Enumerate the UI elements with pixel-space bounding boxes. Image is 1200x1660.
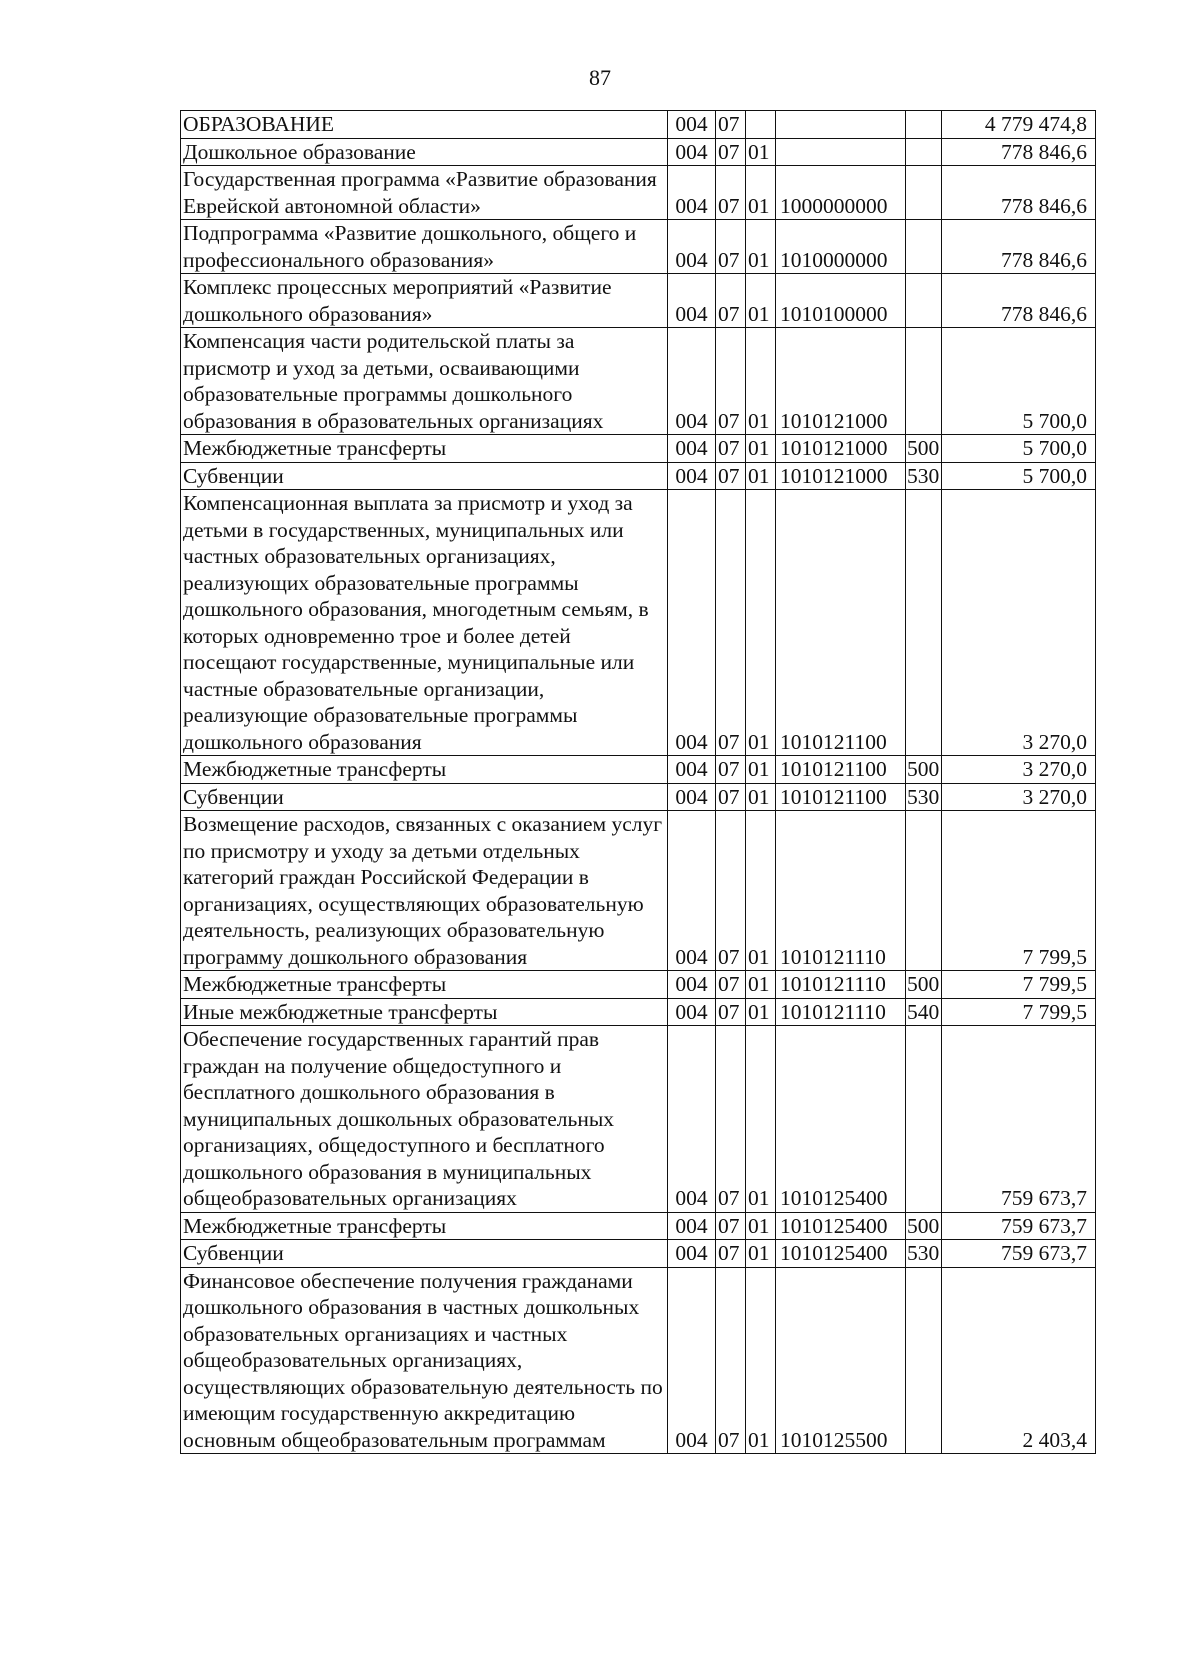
row-target-article-cell <box>776 111 906 139</box>
row-subsection-cell: 01 <box>746 811 776 971</box>
row-target-article-cell: 1010121110 <box>776 998 906 1026</box>
row-amount-cell: 3 270,0 <box>942 756 1096 784</box>
row-name-cell: ОБРАЗОВАНИЕ <box>181 111 668 139</box>
row-name-cell: Финансовое обеспечение получения гражданами дошкольного образования в частных дошкольных образовательных организациях и частных общеобразовательных организациях, осуществляющих образовательную деятельность по имеющим государственную аккредитацию основным общеобразовательным программам <box>181 1267 668 1454</box>
row-expense-type-cell: 500 <box>906 1212 942 1240</box>
table-row <box>181 783 1096 811</box>
row-amount-cell: 7 799,5 <box>942 998 1096 1026</box>
row-section-cell: 07 <box>716 435 746 463</box>
table-row <box>181 998 1096 1026</box>
row-subsection-cell: 01 <box>746 756 776 784</box>
table-row <box>181 328 1096 435</box>
row-amount-cell: 7 799,5 <box>942 971 1096 999</box>
row-amount-cell: 3 270,0 <box>942 783 1096 811</box>
row-target-article-cell: 1010121000 <box>776 435 906 463</box>
budget-table-body <box>181 111 1096 1454</box>
row-code-cell: 004 <box>668 1240 716 1268</box>
row-section-cell: 07 <box>716 274 746 328</box>
row-target-article-cell: 1010125400 <box>776 1240 906 1268</box>
table-row <box>181 166 1096 220</box>
row-target-article-cell <box>776 138 906 166</box>
row-section-cell: 07 <box>716 1267 746 1454</box>
row-section-cell: 07 <box>716 1240 746 1268</box>
row-code-cell: 004 <box>668 1212 716 1240</box>
row-expense-type-cell: 540 <box>906 998 942 1026</box>
row-subsection-cell: 01 <box>746 1212 776 1240</box>
row-amount-cell: 759 673,7 <box>942 1240 1096 1268</box>
row-expense-type-cell <box>906 328 942 435</box>
row-subsection-cell <box>746 111 776 139</box>
table-row <box>181 1212 1096 1240</box>
row-amount-cell: 5 700,0 <box>942 462 1096 490</box>
row-target-article-cell: 1000000000 <box>776 166 906 220</box>
row-section-cell: 07 <box>716 490 746 756</box>
row-section-cell: 07 <box>716 756 746 784</box>
row-code-cell: 004 <box>668 274 716 328</box>
row-amount-cell: 778 846,6 <box>942 274 1096 328</box>
row-section-cell: 07 <box>716 811 746 971</box>
row-target-article-cell: 1010121100 <box>776 490 906 756</box>
row-name-cell: Государственная программа «Развитие образования Еврейской автономной области» <box>181 166 668 220</box>
table-row <box>181 1026 1096 1213</box>
row-section-cell: 07 <box>716 328 746 435</box>
row-expense-type-cell: 500 <box>906 435 942 463</box>
row-target-article-cell: 1010121110 <box>776 971 906 999</box>
budget-table <box>180 110 1096 1454</box>
page-number: 87 <box>589 65 611 90</box>
table-row <box>181 435 1096 463</box>
row-amount-cell: 759 673,7 <box>942 1026 1096 1213</box>
row-name-cell: Дошкольное образование <box>181 138 668 166</box>
table-row <box>181 111 1096 139</box>
row-code-cell: 004 <box>668 1026 716 1213</box>
row-expense-type-cell <box>906 1026 942 1213</box>
row-expense-type-cell: 530 <box>906 783 942 811</box>
row-amount-cell: 778 846,6 <box>942 138 1096 166</box>
row-section-cell: 07 <box>716 971 746 999</box>
row-code-cell: 004 <box>668 998 716 1026</box>
row-amount-cell: 7 799,5 <box>942 811 1096 971</box>
row-name-cell: Компенсация части родительской платы за присмотр и уход за детьми, осваивающими образовательные программы дошкольного образования в образовательных организациях <box>181 328 668 435</box>
row-subsection-cell: 01 <box>746 490 776 756</box>
row-target-article-cell: 1010121110 <box>776 811 906 971</box>
row-name-cell: Межбюджетные трансферты <box>181 435 668 463</box>
row-code-cell: 004 <box>668 166 716 220</box>
row-code-cell: 004 <box>668 328 716 435</box>
row-target-article-cell: 1010121100 <box>776 783 906 811</box>
row-section-cell: 07 <box>716 1026 746 1213</box>
row-subsection-cell: 01 <box>746 462 776 490</box>
table-row <box>181 811 1096 971</box>
row-code-cell: 004 <box>668 111 716 139</box>
row-expense-type-cell <box>906 274 942 328</box>
table-row <box>181 220 1096 274</box>
row-subsection-cell: 01 <box>746 1026 776 1213</box>
row-section-cell: 07 <box>716 138 746 166</box>
row-code-cell: 004 <box>668 490 716 756</box>
row-subsection-cell: 01 <box>746 274 776 328</box>
row-amount-cell: 3 270,0 <box>942 490 1096 756</box>
table-row <box>181 1267 1096 1454</box>
row-code-cell: 004 <box>668 462 716 490</box>
row-name-cell: Субвенции <box>181 462 668 490</box>
row-code-cell: 004 <box>668 756 716 784</box>
row-expense-type-cell <box>906 166 942 220</box>
row-expense-type-cell <box>906 138 942 166</box>
row-name-cell: Межбюджетные трансферты <box>181 756 668 784</box>
row-target-article-cell: 1010000000 <box>776 220 906 274</box>
row-subsection-cell: 01 <box>746 998 776 1026</box>
table-row <box>181 1240 1096 1268</box>
row-code-cell: 004 <box>668 1267 716 1454</box>
row-expense-type-cell: 530 <box>906 462 942 490</box>
row-subsection-cell: 01 <box>746 138 776 166</box>
row-target-article-cell: 1010125500 <box>776 1267 906 1454</box>
row-code-cell: 004 <box>668 435 716 463</box>
row-subsection-cell: 01 <box>746 971 776 999</box>
row-expense-type-cell: 500 <box>906 971 942 999</box>
row-amount-cell: 5 700,0 <box>942 328 1096 435</box>
row-name-cell: Подпрограмма «Развитие дошкольного, общего и профессионального образования» <box>181 220 668 274</box>
row-subsection-cell: 01 <box>746 328 776 435</box>
row-name-cell: Межбюджетные трансферты <box>181 1212 668 1240</box>
table-row <box>181 490 1096 756</box>
row-subsection-cell: 01 <box>746 435 776 463</box>
row-expense-type-cell <box>906 111 942 139</box>
table-row <box>181 138 1096 166</box>
row-target-article-cell: 1010125400 <box>776 1026 906 1213</box>
row-subsection-cell: 01 <box>746 1240 776 1268</box>
row-name-cell: Иные межбюджетные трансферты <box>181 998 668 1026</box>
row-amount-cell: 2 403,4 <box>942 1267 1096 1454</box>
row-name-cell: Межбюджетные трансферты <box>181 971 668 999</box>
row-subsection-cell: 01 <box>746 166 776 220</box>
row-section-cell: 07 <box>716 111 746 139</box>
row-expense-type-cell <box>906 490 942 756</box>
row-name-cell: Обеспечение государственных гарантий прав граждан на получение общедоступного и бесплатного дошкольного образования в муниципальных дошкольных образовательных организациях, общедоступного и бесплатного дошкольного образования в муниципальных общеобразовательных организациях <box>181 1026 668 1213</box>
row-section-cell: 07 <box>716 166 746 220</box>
row-code-cell: 004 <box>668 811 716 971</box>
row-expense-type-cell: 530 <box>906 1240 942 1268</box>
row-code-cell: 004 <box>668 138 716 166</box>
row-section-cell: 07 <box>716 462 746 490</box>
row-target-article-cell: 1010125400 <box>776 1212 906 1240</box>
table-row <box>181 756 1096 784</box>
row-section-cell: 07 <box>716 220 746 274</box>
row-amount-cell: 778 846,6 <box>942 166 1096 220</box>
table-row <box>181 971 1096 999</box>
row-target-article-cell: 1010121000 <box>776 328 906 435</box>
row-subsection-cell: 01 <box>746 783 776 811</box>
row-amount-cell: 759 673,7 <box>942 1212 1096 1240</box>
row-section-cell: 07 <box>716 783 746 811</box>
row-target-article-cell: 1010121000 <box>776 462 906 490</box>
row-expense-type-cell <box>906 811 942 971</box>
row-name-cell: Субвенции <box>181 1240 668 1268</box>
row-name-cell: Возмещение расходов, связанных с оказанием услуг по присмотру и уходу за детьми отдельных категорий граждан Российской Федерации в организациях, осуществляющих образовательную деятельность, реализующих образовательную программу дошкольного образования <box>181 811 668 971</box>
row-section-cell: 07 <box>716 998 746 1026</box>
table-row <box>181 462 1096 490</box>
row-name-cell: Комплекс процессных мероприятий «Развитие дошкольного образования» <box>181 274 668 328</box>
row-expense-type-cell <box>906 1267 942 1454</box>
row-amount-cell: 4 779 474,8 <box>942 111 1096 139</box>
row-code-cell: 004 <box>668 971 716 999</box>
row-subsection-cell: 01 <box>746 220 776 274</box>
row-subsection-cell: 01 <box>746 1267 776 1454</box>
row-target-article-cell: 1010100000 <box>776 274 906 328</box>
row-amount-cell: 778 846,6 <box>942 220 1096 274</box>
row-target-article-cell: 1010121100 <box>776 756 906 784</box>
row-name-cell: Компенсационная выплата за присмотр и уход за детьми в государственных, муниципальных или частных образовательных организациях, реализующих образовательные программы дошкольного образования, многодетным семьям, в которых одновременно трое и более детей посещают государственные, муниципальные или частные образовательные организации, реализующие образовательные программы дошкольного образования <box>181 490 668 756</box>
row-section-cell: 07 <box>716 1212 746 1240</box>
row-expense-type-cell: 500 <box>906 756 942 784</box>
row-amount-cell: 5 700,0 <box>942 435 1096 463</box>
row-code-cell: 004 <box>668 783 716 811</box>
row-name-cell: Субвенции <box>181 783 668 811</box>
row-code-cell: 004 <box>668 220 716 274</box>
row-expense-type-cell <box>906 220 942 274</box>
table-row <box>181 274 1096 328</box>
